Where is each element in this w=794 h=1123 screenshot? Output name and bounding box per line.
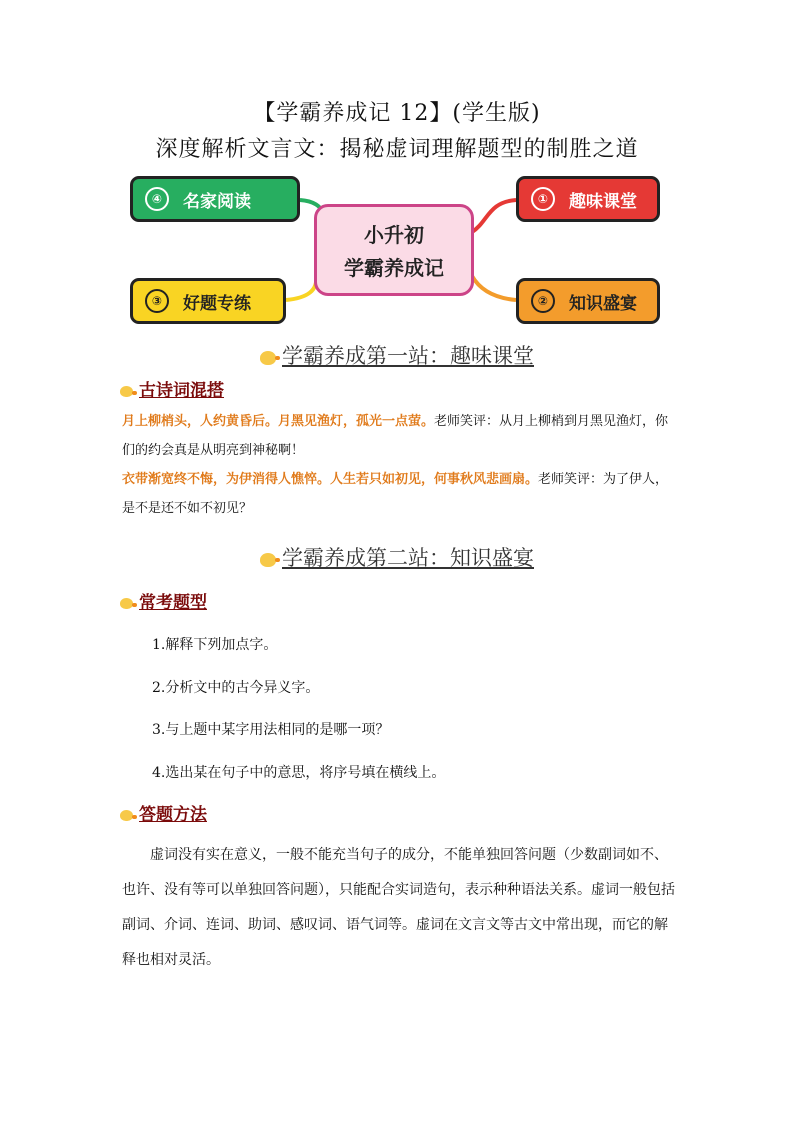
teacher-comment: 老师笑评：从月上柳梢到月黑见渔灯，你们的约会真是从明亮到神秘啊！ bbox=[122, 414, 669, 458]
number-badge: ④ bbox=[145, 187, 169, 211]
poem-paragraph-2 bbox=[122, 465, 678, 523]
poem-paragraph-1 bbox=[122, 407, 678, 465]
sub-heading-label: 古诗词混搭 bbox=[139, 381, 224, 401]
document-title: 【学霸养成记 12】(学生版) bbox=[253, 101, 541, 126]
sub-heading-question-types bbox=[120, 588, 207, 613]
duck-icon bbox=[260, 351, 276, 365]
banner-item-label: 名家阅读 bbox=[183, 191, 251, 212]
banner-mindmap bbox=[128, 172, 662, 332]
duck-icon bbox=[260, 553, 276, 567]
method-paragraph: 虚词没有实在意义，一般不能充当句子的成分，不能单独回答问题（少数副词如不、也许、没有等可以单独回答问题），只能配合实词造句，表示种种语法关系。虚词一般包括副词、介词、连词、助词、感叹词、语气词等。虚词在文言文等古文中常出现，而它的解释也相对灵活。 bbox=[122, 847, 675, 968]
document-subtitle: 深度解析文言文：揭秘虚词理解题型的制胜之道 bbox=[155, 137, 639, 162]
banner-item-label: 知识盛宴 bbox=[569, 293, 637, 314]
banner-item-knowledge bbox=[516, 278, 660, 324]
number-badge: ① bbox=[531, 187, 555, 211]
question-item: 4.选出某在句子中的意思，将序号填在横线上。 bbox=[152, 765, 446, 781]
station2-title: 学霸养成第二站：知识盛宴 bbox=[282, 546, 534, 570]
number-badge: ② bbox=[531, 289, 555, 313]
banner-center-line1: 小升初 bbox=[364, 223, 424, 247]
banner-center-line2: 学霸养成记 bbox=[344, 256, 444, 280]
banner-item-class bbox=[516, 176, 660, 222]
duck-icon bbox=[120, 810, 133, 821]
station1-heading bbox=[0, 340, 794, 370]
question-item: 3.与上题中某字用法相同的是哪一项？ bbox=[152, 722, 390, 738]
question-item: 1.解释下列加点字。 bbox=[152, 637, 278, 653]
banner-item-label: 好题专练 bbox=[183, 293, 251, 314]
teacher-comment: 老师笑评：为了伊人，是不是还不如不初见？ bbox=[122, 472, 669, 516]
duck-icon bbox=[120, 598, 133, 609]
number-badge: ③ bbox=[145, 289, 169, 313]
question-item: 2.分析文中的古今异义字。 bbox=[152, 680, 320, 696]
banner-item-practice bbox=[130, 278, 286, 324]
station2-heading bbox=[0, 542, 794, 572]
station1-title: 学霸养成第一站：趣味课堂 bbox=[282, 344, 534, 368]
banner-item-label: 趣味课堂 bbox=[569, 191, 637, 212]
duck-icon bbox=[120, 386, 133, 397]
sub-heading-method bbox=[120, 800, 207, 825]
poem-lines: 衣带渐宽终不悔，为伊消得人憔悴。人生若只如初见，何事秋风悲画扇。 bbox=[122, 472, 539, 487]
sub-heading-label: 常考题型 bbox=[139, 593, 207, 613]
sub-heading-poems bbox=[120, 376, 224, 401]
banner-center bbox=[314, 204, 474, 296]
banner-item-reading bbox=[130, 176, 300, 222]
sub-heading-label: 答题方法 bbox=[139, 805, 207, 825]
poem-lines: 月上柳梢头，人约黄昏后。月黑见渔灯，孤光一点萤。 bbox=[122, 414, 435, 429]
